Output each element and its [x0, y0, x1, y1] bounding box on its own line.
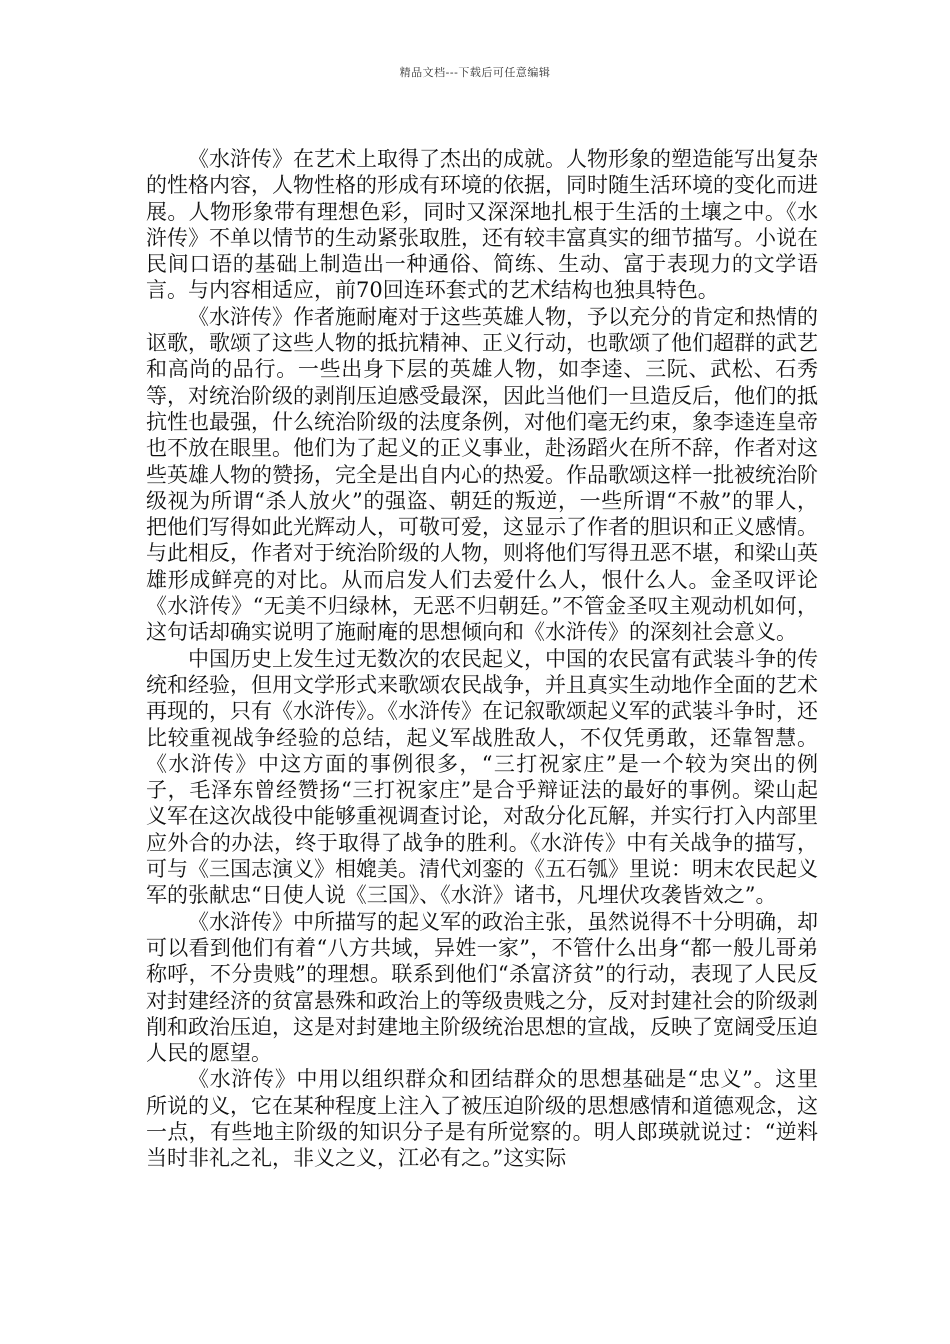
paragraph-loyalty-righteousness: 《水浒传》中用以组织群众和团结群众的思想基础是“忠义”。这里所说的义，它在某种程度上注入了被压迫阶级的思想感情和道德观念，这一点，有些地主阶级的知识分子是有所觉察的。明人郎瑛就说过：“逆料当时非礼之礼，非义之义，江必有之。”这实际 — [146, 1067, 818, 1171]
page-header: 精品文档---下载后可任意编辑 — [399, 66, 551, 79]
paragraph-author-praise: 《水浒传》作者施耐庵对于这些英雄人物，予以充分的肯定和热情的讴歌，歌颂了这些人物的抵抗精神、正义行动，也歌颂了他们超群的武艺和高尚的品行。一些出身下层的英雄人物，如李逵、三阮、武松、石秀等，对统治阶级的剥削压迫感受最深，因此当他们一旦造反后，他们的抵抗性也最强，什么统治阶级的法度条例，对他们毫无约束，象李逵连皇帝也不放在眼里。他们为了起义的正义事业，赴汤蹈火在所不辞，作者对这些英雄人物的赞扬，完全是出自内心的热爱。作品歌颂这样一批被统治阶级视为所谓“杀人放火”的强盗、朝廷的叛逆，一些所谓“不赦”的罪人，把他们写得如此光辉动人，可敬可爱，这显示了作者的胆识和正义感情。与此相反，作者对于统治阶级的人物，则将他们写得丑恶不堪，和梁山英雄形成鲜亮的对比。从而启发人们去爱什么人，恨什么人。金圣叹评论《水浒传》“无美不归绿林，无恶不归朝廷。”不管金圣叹主观动机如何，这句话却确实说明了施耐庵的思想倾向和《水浒传》的深刻社会意义。 — [146, 304, 818, 645]
paragraph-political-ideals: 《水浒传》中所描写的起义军的政治主张，虽然说得不十分明确，却可以看到他们有着“八方共域，异姓一家”，不管什么出身“都一般儿哥弟称呼，不分贵贱”的理想。联系到他们“杀富济贫”的行动，表现了人民反对封建经济的贫富悬殊和政治上的等级贵贱之分，反对封建社会的阶级剥削和政治压迫，这是对封建地主阶级统治思想的宣战，反映了宽阔受压迫人民的愿望。 — [146, 909, 818, 1066]
paragraph-peasant-uprising: 中国历史上发生过无数次的农民起义，中国的农民富有武装斗争的传统和经验，但用文学形式来歌颂农民战争，并且真实生动地作全面的艺术再现的，只有《水浒传》。《水浒传》在记叙歌颂起义军的武装斗争时，还比较重视战争经验的总结，起义军战胜敌人，不仅凭勇敢，还靠智慧。《水浒传》中这方面的事例很多，“三打祝家庄”是一个较为突出的例子，毛泽东曾经赞扬“三打祝家庄”是合乎辩证法的最好的事例。梁山起义军在这次战役中能够重视调查讨论，对敌分化瓦解，并实行打入内部里应外合的办法，终于取得了战争的胜利。《水浒传》中有关战争的描写，可与《三国志演义》相媲美。清代刘銮的《五石瓠》里说：明末农民起义军的张献忠“日使人说《三国》、《水浒》诸书，凡埋伏攻袭皆效之”。 — [146, 646, 818, 908]
paragraph-artistic-achievement: 《水浒传》在艺术上取得了杰出的成就。人物形象的塑造能写出复杂的性格内容，人物性格的形成有环境的依据，同时随生活环境的变化而进展。人物形象带有理想色彩，同时又深深地扎根于生活的土壤之中。《水浒传》不单以情节的生动紧张取胜，还有较丰富真实的细节描写。小说在民间口语的基础上制造出一种通俗、简练、生动、富于表现力的文学语言。与内容相适应，前70回连环套式的艺术结构也独具特色。 — [146, 147, 818, 303]
document-body — [146, 146, 818, 1172]
